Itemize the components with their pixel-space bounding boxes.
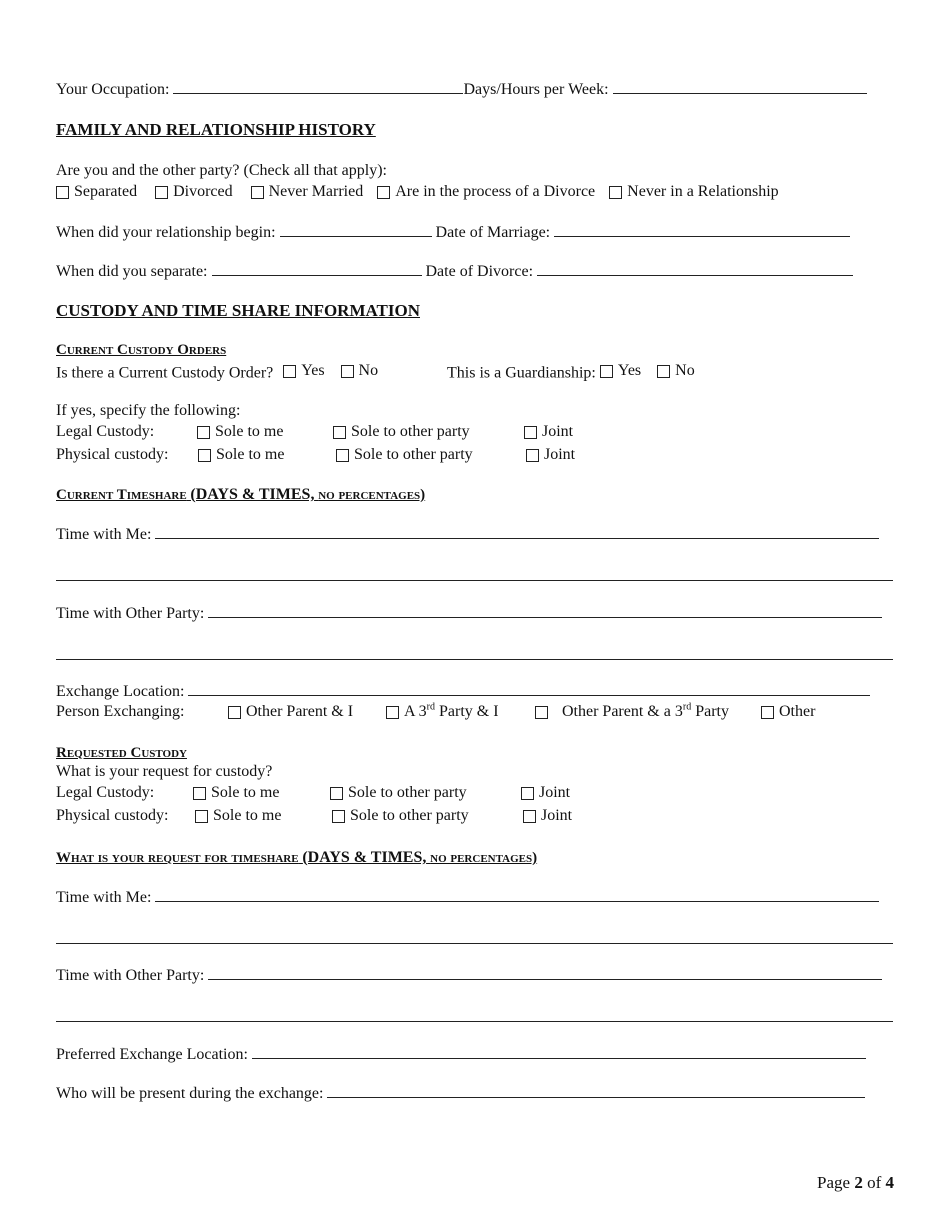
guardianship-yes-option[interactable]: Yes [600,361,641,381]
preferred-location-field[interactable] [252,1044,866,1059]
time-with-other-field-continued[interactable] [56,659,893,660]
separate-field[interactable] [212,261,422,276]
current-timeshare-heading: Current Timeshare (DAYS & TIMES, no percentages) [56,486,426,503]
date-of-marriage-field[interactable] [554,222,850,237]
status-options [56,182,779,205]
requested-timeshare-heading: What is your request for timeshare (DAYS & TIMES, no percentages) [56,849,538,866]
checkbox-icon[interactable] [197,426,210,439]
family-heading: FAMILY AND RELATIONSHIP HISTORY [56,120,376,139]
relationship-begin-label: When did your relationship begin: [56,224,276,241]
checkbox-icon[interactable] [386,706,399,719]
order-row [56,361,378,384]
requested-time-with-me-label: Time with Me: [56,889,152,906]
checkbox-icon[interactable] [333,426,346,439]
if-yes-label: If yes, specify the following: [56,402,241,419]
guardianship-row [447,361,695,384]
checkbox-icon[interactable] [600,365,613,378]
requested-physical-sole-me[interactable]: Sole to me [195,806,281,829]
exchange-location-row [56,681,870,702]
requested-legal-label: Legal Custody: [56,784,155,801]
checkbox-icon[interactable] [657,365,670,378]
requested-legal-sole-me[interactable]: Sole to me [193,783,279,806]
requested-time-with-other-field-continued[interactable] [56,1021,893,1022]
exchange-location-field[interactable] [188,681,870,696]
requested-time-with-other-label: Time with Other Party: [56,967,205,984]
exchange-location-label: Exchange Location: [56,683,185,700]
current-physical-label: Physical custody: [56,446,169,463]
page-number: Page 2 of 4 [817,1173,894,1192]
checkbox-icon[interactable] [228,706,241,719]
checkbox-icon[interactable] [523,810,536,823]
current-physical-sole-other[interactable]: Sole to other party [336,445,473,468]
requested-question: What is your request for custody? [56,763,273,780]
date-of-divorce-label: Date of Divorce: [425,263,534,280]
requested-physical-joint[interactable]: Joint [523,806,572,829]
status-option-separated[interactable]: Separated [56,182,137,202]
days-hours-label: Days/Hours per Week: [463,81,609,98]
current-orders-heading: Current Custody Orders [56,342,227,358]
current-time-with-other-row [56,603,882,624]
time-with-other-field[interactable] [208,603,882,618]
requested-legal-joint[interactable]: Joint [521,783,570,806]
occupation-label: Your Occupation: [56,81,170,98]
requested-time-with-me-field-continued[interactable] [56,943,893,944]
guardianship-question: This is a Guardianship: [447,364,596,382]
requested-physical-sole-other[interactable]: Sole to other party [332,806,469,829]
occupation-row [56,79,867,100]
date-of-divorce-field[interactable] [537,261,853,276]
relationship-begin-field[interactable] [280,222,432,237]
checkbox-icon[interactable] [336,449,349,462]
current-legal-joint[interactable]: Joint [524,422,573,445]
status-option-never-in-relationship[interactable]: Never in a Relationship [609,182,779,202]
checkbox-icon[interactable] [524,426,537,439]
checkbox-icon[interactable] [251,186,264,199]
time-with-me-field-continued[interactable] [56,580,893,581]
status-option-divorced[interactable]: Divorced [155,182,233,202]
current-legal-sole-me[interactable]: Sole to me [197,422,283,445]
custody-heading: CUSTODY AND TIME SHARE INFORMATION [56,301,420,320]
checkbox-icon[interactable] [377,186,390,199]
days-hours-field[interactable] [613,79,867,94]
checkbox-icon[interactable] [332,810,345,823]
who-present-field[interactable] [327,1083,865,1098]
requested-time-with-other-field[interactable] [208,965,882,980]
checkbox-icon[interactable] [155,186,168,199]
checkbox-icon[interactable] [283,365,296,378]
checkbox-icon[interactable] [526,449,539,462]
preferred-location-row [56,1044,866,1065]
order-yes-option[interactable]: Yes [283,361,324,381]
checkbox-icon[interactable] [198,449,211,462]
separate-label: When did you separate: [56,263,208,280]
separation-dates-row [56,261,853,282]
who-present-row [56,1083,865,1104]
requested-physical-label: Physical custody: [56,807,169,824]
checkbox-icon[interactable] [535,706,548,719]
requested-custody-heading: Requested Custody [56,745,187,761]
checkbox-icon[interactable] [341,365,354,378]
checkbox-icon[interactable] [521,787,534,800]
date-of-marriage-label: Date of Marriage: [435,224,551,241]
order-no-option[interactable]: No [341,361,379,381]
requested-time-with-other-row [56,965,882,986]
exchange-other[interactable]: Other [761,702,815,725]
time-with-other-label: Time with Other Party: [56,605,205,622]
checkbox-icon[interactable] [330,787,343,800]
time-with-me-label: Time with Me: [56,526,152,543]
exchange-other-parent-and-third-party[interactable]: Other Parent & a 3rd Party [535,702,729,725]
person-exchanging-label: Person Exchanging: [56,703,185,720]
who-present-label: Who will be present during the exchange: [56,1085,324,1102]
current-legal-sole-other[interactable]: Sole to other party [333,422,470,445]
checkbox-icon[interactable] [609,186,622,199]
relationship-dates-row [56,222,850,243]
exchange-third-party-and-me[interactable]: A 3rd Party & I [386,702,499,725]
requested-time-with-me-row [56,887,879,908]
guardianship-no-option[interactable]: No [657,361,695,381]
current-physical-sole-me[interactable]: Sole to me [198,445,284,468]
checkbox-icon[interactable] [193,787,206,800]
requested-time-with-me-field[interactable] [155,887,879,902]
checkbox-icon[interactable] [56,186,69,199]
preferred-location-label: Preferred Exchange Location: [56,1046,248,1063]
time-with-me-field[interactable] [155,524,879,539]
occupation-field[interactable] [173,79,463,94]
status-option-never-married[interactable]: Never Married [251,182,364,202]
order-question: Is there a Current Custody Order? [56,364,274,382]
status-option-divorce-in-process[interactable]: Are in the process of a Divorce [377,182,595,202]
requested-legal-sole-other[interactable]: Sole to other party [330,783,467,806]
current-legal-label: Legal Custody: [56,423,155,440]
current-physical-joint[interactable]: Joint [526,445,575,468]
checkbox-icon[interactable] [761,706,774,719]
current-time-with-me-row [56,524,879,545]
status-question: Are you and the other party? (Check all that apply): [56,162,387,179]
exchange-other-parent-and-me[interactable]: Other Parent & I [228,702,353,725]
checkbox-icon[interactable] [195,810,208,823]
